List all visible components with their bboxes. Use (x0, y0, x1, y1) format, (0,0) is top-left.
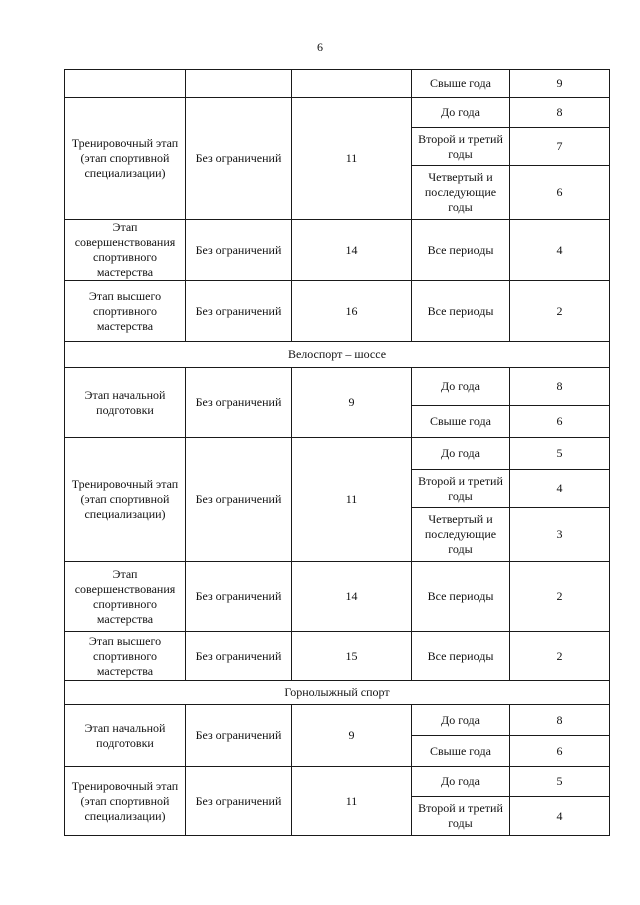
table-row (65, 220, 610, 281)
period-cell: Второй и третий годы (412, 797, 510, 836)
min-age-cell: 11 (292, 767, 412, 836)
min-age-cell: 15 (292, 632, 412, 681)
age-limit-cell: Без ограничений (186, 281, 292, 342)
table-row (65, 562, 610, 632)
stage-cell: Тренировочный этап (этап спортивной специализации) (65, 98, 186, 220)
stage-cell: Этап начальной подготовки (65, 705, 186, 767)
count-cell: 2 (510, 562, 610, 632)
section-title: Велоспорт – шоссе (65, 342, 610, 368)
stage-cell: Этап совершенствования спортивного мастерства (65, 562, 186, 632)
period-cell: Свыше года (412, 736, 510, 767)
count-cell: 5 (510, 767, 610, 797)
count-cell: 9 (510, 70, 610, 98)
count-cell: 8 (510, 368, 610, 406)
age-limit-cell: Без ограничений (186, 705, 292, 767)
table-row (65, 705, 610, 736)
stage-cell (65, 70, 186, 98)
age-limit-cell: Без ограничений (186, 438, 292, 562)
period-cell: Свыше года (412, 406, 510, 438)
age-limit-cell: Без ограничений (186, 220, 292, 281)
period-cell: Все периоды (412, 281, 510, 342)
period-cell: До года (412, 767, 510, 797)
min-age-cell: 9 (292, 705, 412, 767)
page-number: 6 (317, 40, 323, 54)
period-cell: До года (412, 438, 510, 470)
period-cell: Второй и третий годы (412, 470, 510, 508)
period-cell: До года (412, 705, 510, 736)
count-cell: 4 (510, 797, 610, 836)
table-row (65, 281, 610, 342)
table-row (65, 368, 610, 406)
count-cell: 3 (510, 508, 610, 562)
section-title: Горнолыжный спорт (65, 681, 610, 705)
min-age-cell: 11 (292, 438, 412, 562)
count-cell: 6 (510, 736, 610, 767)
count-cell: 8 (510, 705, 610, 736)
count-cell: 2 (510, 632, 610, 681)
age-limit-cell: Без ограничений (186, 98, 292, 220)
min-age-cell (292, 70, 412, 98)
age-limit-cell: Без ограничений (186, 767, 292, 836)
period-cell: Четвертый и последующие годы (412, 508, 510, 562)
count-cell: 7 (510, 128, 610, 166)
age-limit-cell: Без ограничений (186, 562, 292, 632)
stage-cell: Этап высшего спортивного мастерства (65, 632, 186, 681)
min-age-cell: 14 (292, 220, 412, 281)
stage-cell: Этап высшего спортивного мастерства (65, 281, 186, 342)
min-age-cell: 14 (292, 562, 412, 632)
period-cell: До года (412, 368, 510, 406)
section-row (65, 342, 610, 368)
table-row (65, 438, 610, 470)
count-cell: 4 (510, 220, 610, 281)
section-row (65, 681, 610, 705)
table-row (65, 767, 610, 797)
min-age-cell: 11 (292, 98, 412, 220)
age-limit-cell: Без ограничений (186, 368, 292, 438)
period-cell: Свыше года (412, 70, 510, 98)
count-cell: 8 (510, 98, 610, 128)
age-limit-cell: Без ограничений (186, 632, 292, 681)
period-cell: Второй и третий годы (412, 128, 510, 166)
stage-cell: Тренировочный этап (этап спортивной специализации) (65, 767, 186, 836)
count-cell: 2 (510, 281, 610, 342)
count-cell: 4 (510, 470, 610, 508)
period-cell: Все периоды (412, 632, 510, 681)
period-cell: Все периоды (412, 562, 510, 632)
count-cell: 5 (510, 438, 610, 470)
count-cell: 6 (510, 166, 610, 220)
stage-cell: Этап совершенствования спортивного мастерства (65, 220, 186, 281)
period-cell: До года (412, 98, 510, 128)
min-age-cell: 9 (292, 368, 412, 438)
table-row (65, 70, 610, 98)
min-age-cell: 16 (292, 281, 412, 342)
table-row (65, 98, 610, 128)
sport-stages-table (64, 69, 610, 836)
stage-cell: Этап начальной подготовки (65, 368, 186, 438)
table-row (65, 632, 610, 681)
period-cell: Все периоды (412, 220, 510, 281)
age-limit-cell (186, 70, 292, 98)
stage-cell: Тренировочный этап (этап спортивной специализации) (65, 438, 186, 562)
period-cell: Четвертый и последующие годы (412, 166, 510, 220)
count-cell: 6 (510, 406, 610, 438)
